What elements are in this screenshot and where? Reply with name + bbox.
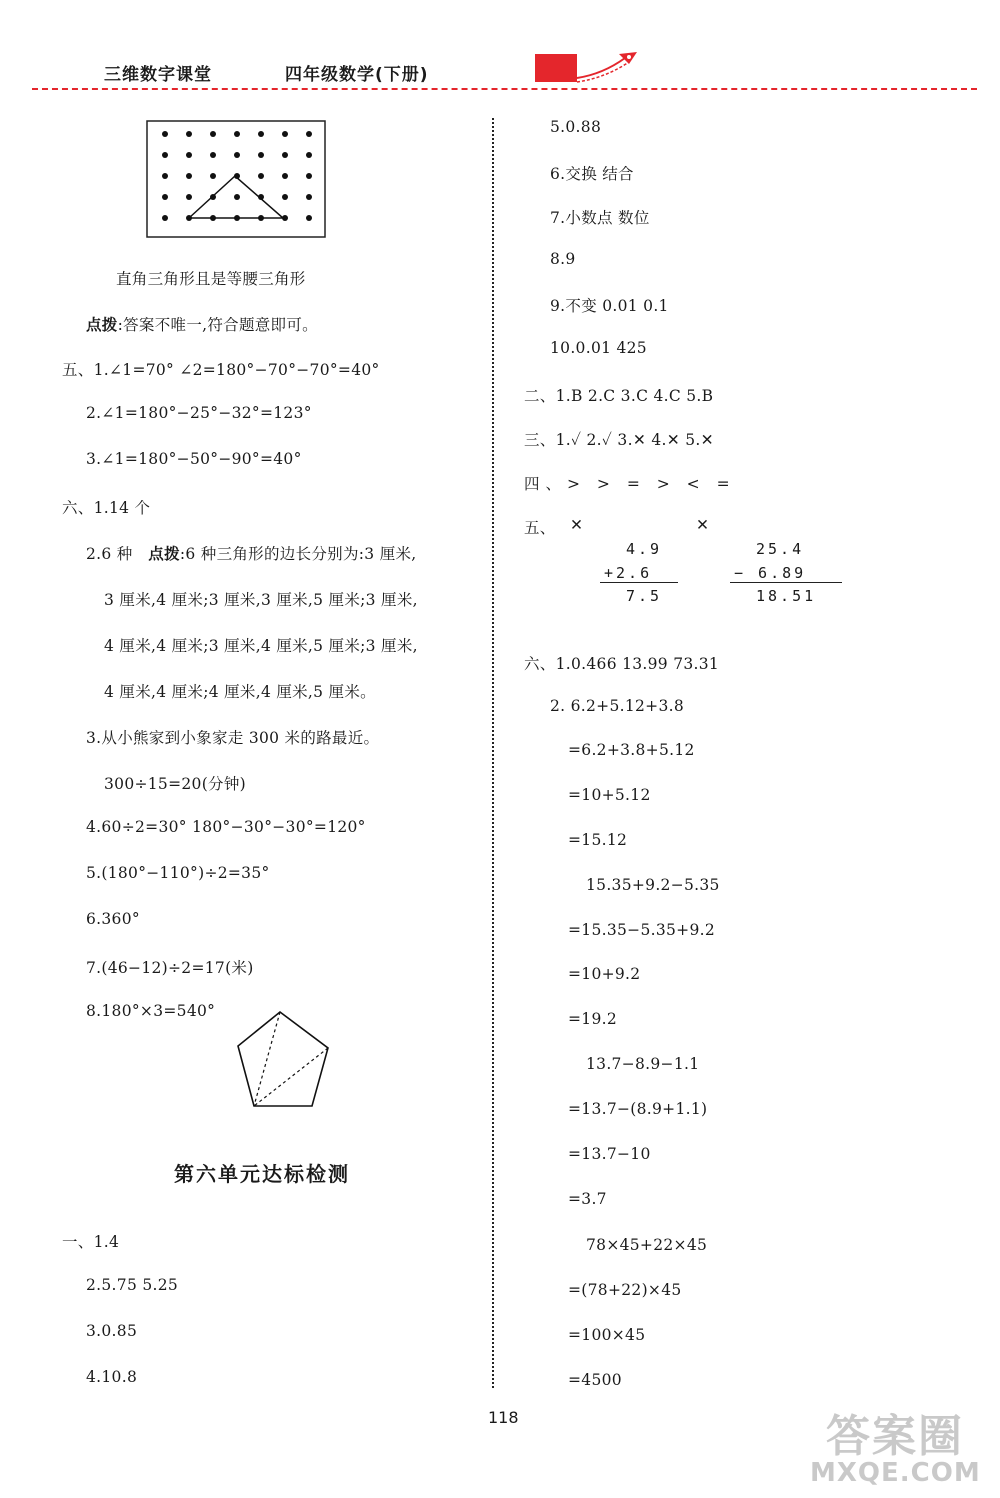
s6-6: 6.360° (86, 910, 140, 928)
grid-dot (162, 173, 168, 179)
eq-12: 78×45+22×45 (586, 1236, 708, 1254)
eq-3: =15.12 (568, 831, 628, 849)
watermark-top: 答案圈 (826, 1411, 964, 1462)
pentagon-figure (232, 1008, 334, 1112)
r1-9: 9.不变 0.01 0.1 (550, 297, 669, 315)
s6-2-count: 2.6 种 (86, 545, 133, 563)
r2: 二、1.B 2.C 3.C 4.C 5.B (524, 387, 714, 405)
grid-dot (210, 131, 216, 137)
r1-5: 5.0.88 (550, 118, 602, 136)
eq-7: =19.2 (568, 1010, 617, 1028)
grid-dot (258, 131, 264, 137)
rocket-logo-icon (533, 48, 645, 88)
grid-dot (306, 194, 312, 200)
grid-dot (234, 131, 240, 137)
r3: 三、1.✓ 2.✓ 3.✕ 4.✕ 5.✕ (524, 431, 714, 449)
grid-dot (186, 131, 192, 137)
grid-dot (282, 131, 288, 137)
r6-2: 2. 6.2+5.12+3.8 (550, 697, 685, 715)
s6-7: 7.(46−12)÷2=17(米) (86, 959, 254, 977)
grid-dot (258, 152, 264, 158)
s6-2a (86, 542, 417, 564)
eq-10: =13.7−10 (568, 1145, 651, 1163)
header-right-title: 四年级数学(下册) (285, 65, 429, 85)
eq-14: =100×45 (568, 1326, 646, 1344)
grid-dot (306, 131, 312, 137)
hint1-text: :答案不唯一,符合题意即可。 (117, 316, 318, 334)
dot-grid-figure (146, 120, 326, 238)
calc1-mid: +2.6 (604, 564, 653, 582)
s6-1: 六、1.14 个 (62, 499, 151, 517)
s6-3a: 3.从小熊家到小象家走 300 米的路最近。 (86, 729, 380, 747)
s5-2: 2.∠1=180°−25°−32°=123° (86, 404, 312, 422)
calc2-rule (730, 582, 842, 583)
page-number: 118 (488, 1408, 519, 1427)
r5-mark-1: ✕ (570, 516, 584, 534)
eq-11: =3.7 (568, 1190, 607, 1208)
s5-1: 五、1.∠1=70° ∠2=180°−70°−70°=40° (62, 361, 380, 379)
grid-dot (210, 173, 216, 179)
grid-dot (306, 173, 312, 179)
r1-7: 7.小数点 数位 (550, 209, 650, 227)
s6-8: 8.180°×3=540° (86, 1002, 216, 1020)
grid-dot (186, 152, 192, 158)
calc2-res: 18.51 (756, 587, 817, 605)
r5-label: 五、 (524, 519, 556, 537)
s6-2c: 3 厘米,4 厘米;3 厘米,3 厘米,5 厘米;3 厘米, (104, 591, 418, 609)
grid-dot (186, 194, 192, 200)
s6-5: 5.(180°−110°)÷2=35° (86, 864, 270, 882)
r5-mark-2: ✕ (696, 516, 710, 534)
eq-13: =(78+22)×45 (568, 1281, 682, 1299)
grid-dot (282, 152, 288, 158)
grid-dot (234, 152, 240, 158)
calc2-mid: − 6.89 (734, 564, 807, 582)
s6-2d: 4 厘米,4 厘米;3 厘米,4 厘米,5 厘米;3 厘米, (104, 637, 418, 655)
grid-dot (282, 173, 288, 179)
eq-4: 15.35+9.2−5.35 (586, 876, 720, 894)
calc1-rule (600, 582, 678, 583)
eq-5: =15.35−5.35+9.2 (568, 921, 715, 939)
calc2-top: 25.4 (756, 540, 805, 558)
grid-dot (306, 152, 312, 158)
r1-6: 6.交换 结合 (550, 165, 634, 183)
grid-dot (162, 215, 168, 221)
unit-title: 第六单元达标检测 (174, 1162, 350, 1186)
grid-dot (162, 131, 168, 137)
s5-3: 3.∠1=180°−50°−90°=40° (86, 450, 302, 468)
watermark-bottom: MXQE.COM (810, 1458, 981, 1488)
eq-1: =6.2+3.8+5.12 (568, 741, 695, 759)
u1-4: 4.10.8 (86, 1368, 138, 1386)
s6-2-label: 点拨 (148, 545, 180, 563)
fig1-caption: 直角三角形且是等腰三角形 (116, 270, 306, 288)
header-left-title: 三维数字课堂 (104, 65, 212, 85)
u1-3: 3.0.85 (86, 1322, 138, 1340)
s6-2e: 4 厘米,4 厘米;4 厘米,4 厘米,5 厘米。 (104, 683, 376, 701)
header-divider (32, 88, 977, 90)
eq-2: =10+5.12 (568, 786, 651, 804)
grid-dot (258, 173, 264, 179)
eq-6: =10+9.2 (568, 965, 641, 983)
grid-dot (282, 194, 288, 200)
r1-8: 8.9 (550, 250, 576, 268)
grid-dot (162, 194, 168, 200)
u1-2: 2.5.75 5.25 (86, 1276, 179, 1294)
s6-4: 4.60÷2=30° 180°−30°−30°=120° (86, 818, 366, 836)
column-divider (492, 118, 494, 1388)
s6-2-text: :6 种三角形的边长分别为:3 厘米, (179, 545, 417, 563)
calc1-top: 4.9 (626, 540, 663, 558)
s6-3b: 300÷15=20(分钟) (104, 775, 246, 793)
r4: 四、> > = > < = (524, 475, 736, 493)
grid-dot (162, 152, 168, 158)
u1-1: 一、1.4 (62, 1233, 120, 1251)
r1-10: 10.0.01 425 (550, 339, 647, 357)
hint1-label: 点拨 (86, 316, 118, 334)
eq-8: 13.7−8.9−1.1 (586, 1055, 700, 1073)
calc1-res: 7.5 (626, 587, 663, 605)
hint1 (86, 313, 318, 335)
r6-1: 六、1.0.466 13.99 73.31 (524, 655, 720, 673)
grid-dot (306, 215, 312, 221)
eq-9: =13.7−(8.9+1.1) (568, 1100, 708, 1118)
eq-15: =4500 (568, 1371, 622, 1389)
grid-dot (186, 173, 192, 179)
grid-dot (210, 152, 216, 158)
grid-dot (234, 194, 240, 200)
